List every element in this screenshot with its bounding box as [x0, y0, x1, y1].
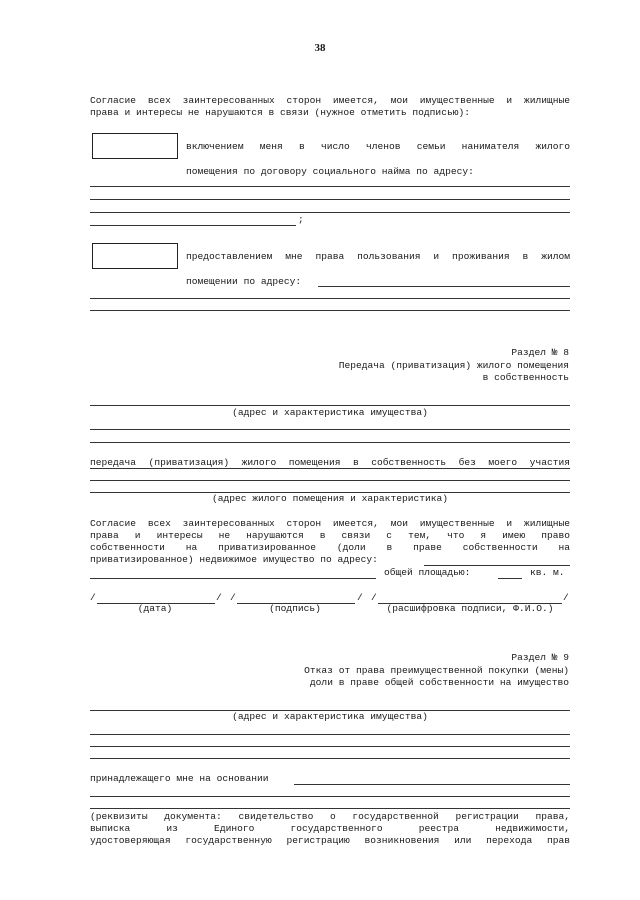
caption-decoding: (расшифровка подписи, Ф.И.О.): [386, 603, 554, 614]
section9-number: Раздел № 9: [511, 652, 569, 663]
owned-address-line[interactable]: [424, 565, 570, 566]
property-line[interactable]: [90, 734, 570, 735]
property-line[interactable]: [90, 405, 570, 406]
option1-address-line[interactable]: [90, 199, 570, 200]
option1-address-line[interactable]: [90, 212, 570, 213]
slash: /: [230, 592, 236, 603]
option1-end-mark: ;: [298, 214, 304, 225]
section8-consent-line2: права и интересы не нарушаются в связи с тем, что я имею право: [90, 530, 570, 541]
option2-address-line[interactable]: [90, 298, 570, 299]
section8-caption-premises: (адрес жилого помещения и характеристика): [211, 493, 449, 504]
basis-label: принадлежащего мне на основании: [90, 773, 269, 784]
section8-title-line1: Передача (приватизация) жилого помещения: [338, 360, 569, 371]
consent-intro-line1: Согласие всех заинтересованных сторон имеется, мои имущественные и жилищные: [90, 95, 570, 106]
premises-line[interactable]: [90, 480, 570, 481]
option2-address-line[interactable]: [318, 286, 570, 287]
req-line1: (реквизиты документа: свидетельство о государственной регистрации права,: [90, 811, 570, 822]
area-value-line[interactable]: [498, 578, 522, 579]
signature-box-residence[interactable]: [92, 243, 178, 269]
area-label: общей площадью:: [384, 567, 471, 578]
basis-line[interactable]: [294, 784, 570, 785]
slash: /: [216, 592, 222, 603]
section8-title-line2: в собственность: [482, 372, 569, 383]
property-line[interactable]: [90, 429, 570, 430]
section8-consent-line1: Согласие всех заинтересованных сторон имеется, мои имущественные и жилищные: [90, 518, 570, 529]
caption-signature: (подпись): [269, 603, 321, 614]
property-line[interactable]: [90, 746, 570, 747]
slash: /: [563, 592, 569, 603]
option1-address-line[interactable]: [90, 186, 570, 187]
property-line[interactable]: [90, 442, 570, 443]
premises-line[interactable]: [90, 468, 570, 469]
section8-consent-line4: приватизированное) недвижимое имущество по адресу:: [90, 554, 378, 565]
option2-address-line[interactable]: [90, 310, 570, 311]
option2-line2: помещении по адресу:: [186, 276, 302, 287]
section8-caption-property: (адрес и характеристика имущества): [232, 407, 428, 418]
section8-consent-line3: собственности на приватизированное (доли в праве собственности на: [90, 542, 570, 553]
option1-line1: включением меня в число членов семьи нанимателя жилого: [186, 141, 570, 152]
option2-line1: предоставлением мне права пользования и проживания в жилом: [186, 251, 570, 262]
owned-address-line[interactable]: [90, 578, 376, 579]
section8-transfer-text: передача (приватизация) жилого помещения в собственность без моего участия: [90, 457, 570, 468]
option1-address-line[interactable]: [90, 225, 296, 226]
slash: /: [357, 592, 363, 603]
section9-title-line1: Отказ от права преимущественной покупки (мены): [304, 665, 569, 676]
section8-number: Раздел № 8: [511, 347, 569, 358]
page-number: 38: [314, 42, 326, 54]
req-line2: выписка из Единого государственного реестра недвижимости,: [90, 823, 570, 834]
basis-line[interactable]: [90, 808, 570, 809]
req-line3: удостоверяющая государственную регистрацию возникновения или перехода прав: [90, 835, 570, 846]
slash: /: [90, 592, 96, 603]
section9-caption-property: (адрес и характеристика имущества): [232, 711, 428, 722]
section9-title-line2: доли в праве общей собственности на имущество: [309, 677, 569, 688]
option1-line2: помещения по договору социального найма по адресу:: [186, 166, 474, 177]
basis-line[interactable]: [90, 796, 570, 797]
caption-date: (дата): [137, 603, 173, 614]
area-unit: кв. м.: [530, 567, 565, 578]
signature-box-inclusion[interactable]: [92, 133, 178, 159]
slash: /: [371, 592, 377, 603]
property-line[interactable]: [90, 758, 570, 759]
consent-intro-line2: права и интересы не нарушаются в связи (нужное отметить подписью):: [90, 107, 470, 118]
